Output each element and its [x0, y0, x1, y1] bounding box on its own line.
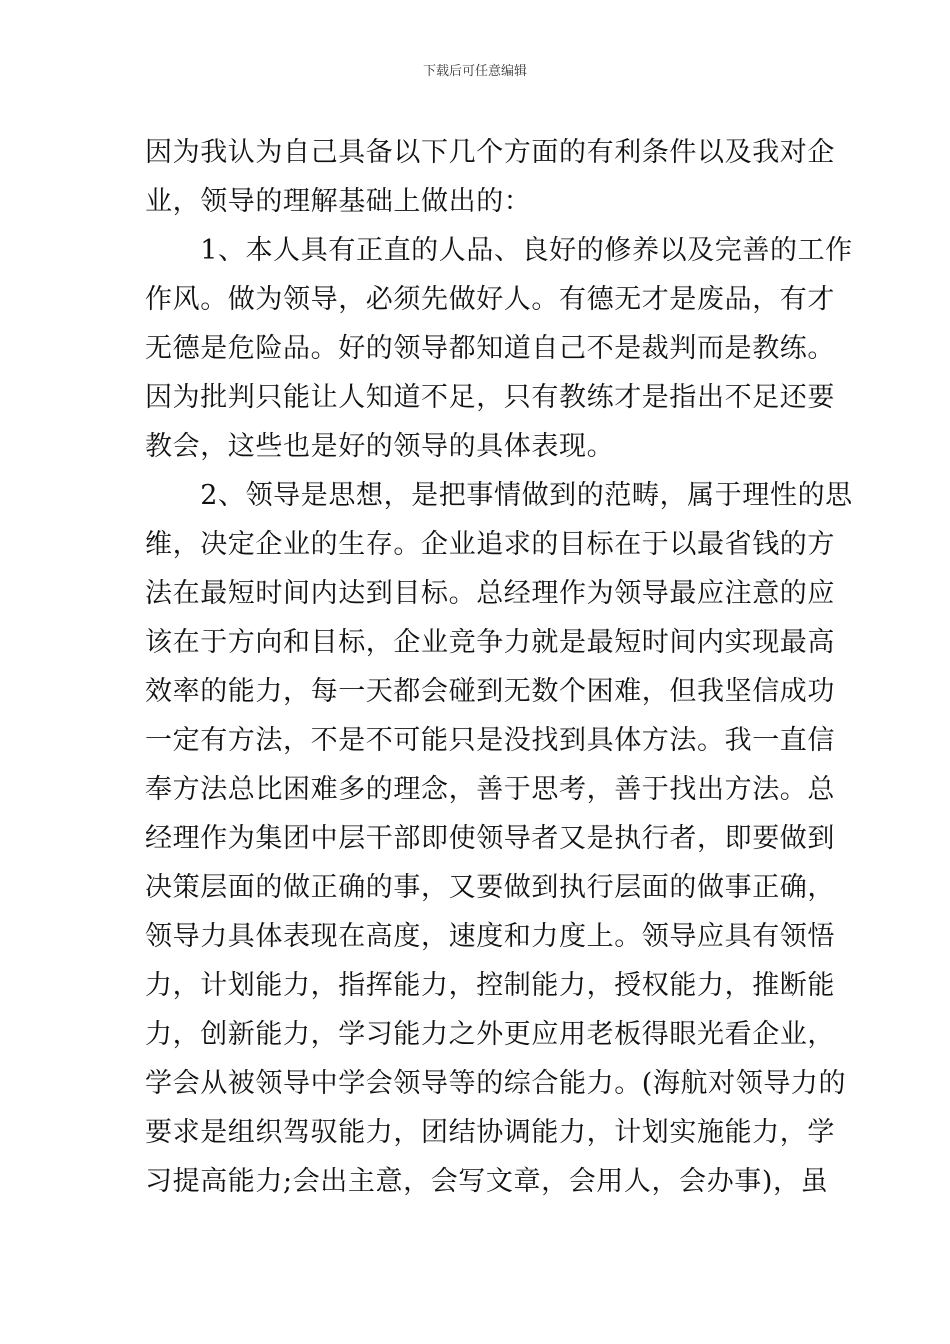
page-header: 下载后可任意编辑: [422, 64, 527, 79]
text-line: 1、本人具有正直的人品、良好的修养以及完善的工作: [145, 235, 853, 266]
text-line: 维，决定企业的生存。企业追求的目标在于以最省钱的方: [145, 529, 835, 560]
document-body: [145, 128, 853, 1206]
text-line: 因为我认为自己具备以下几个方面的有利条件以及我对企: [145, 137, 835, 168]
text-line: 该在于方向和目标，企业竞争力就是最短时间内实现最高: [145, 627, 835, 658]
text-line: 奉方法总比困难多的理念，善于思考，善于找出方法。总: [145, 774, 835, 805]
text-line: 无德是危险品。好的领导都知道自己不是裁判而是教练。: [145, 333, 835, 364]
text-line: 一定有方法，不是不可能只是没找到具体方法。我一直信: [145, 725, 835, 756]
text-line: 领导力具体表现在高度，速度和力度上。领导应具有领悟: [145, 921, 835, 952]
text-line: 因为批判只能让人知道不足，只有教练才是指出不足还要: [145, 382, 835, 413]
text-line: 法在最短时间内达到目标。总经理作为领导最应注意的应: [145, 578, 835, 609]
text-line: 作风。做为领导，必须先做好人。有德无才是废品，有才: [145, 284, 835, 315]
text-line: 业，领导的理解基础上做出的：: [145, 186, 532, 217]
text-line: 学会从被领导中学会领导等的综合能力。(海航对领导力的: [145, 1068, 847, 1099]
text-line: 力，计划能力，指挥能力，控制能力，授权能力，推断能: [145, 970, 835, 1001]
text-line: 经理作为集团中层干部即使领导者又是执行者，即要做到: [145, 823, 835, 854]
text-line: 效率的能力，每一天都会碰到无数个困难，但我坚信成功: [145, 676, 835, 707]
text-line: 教会，这些也是好的领导的具体表现。: [145, 431, 615, 462]
text-line: 决策层面的做正确的事，又要做到执行层面的做事正确，: [145, 872, 835, 903]
text-line: 2、领导是思想，是把事情做到的范畴，属于理性的思: [145, 480, 853, 511]
text-line: 力，创新能力，学习能力之外更应用老板得眼光看企业，: [145, 1019, 835, 1050]
text-line: 要求是组织驾驭能力，团结协调能力，计划实施能力，学: [145, 1117, 835, 1148]
text-line: 习提高能力;会出主意，会写文章，会用人，会办事)，虽: [145, 1166, 829, 1197]
